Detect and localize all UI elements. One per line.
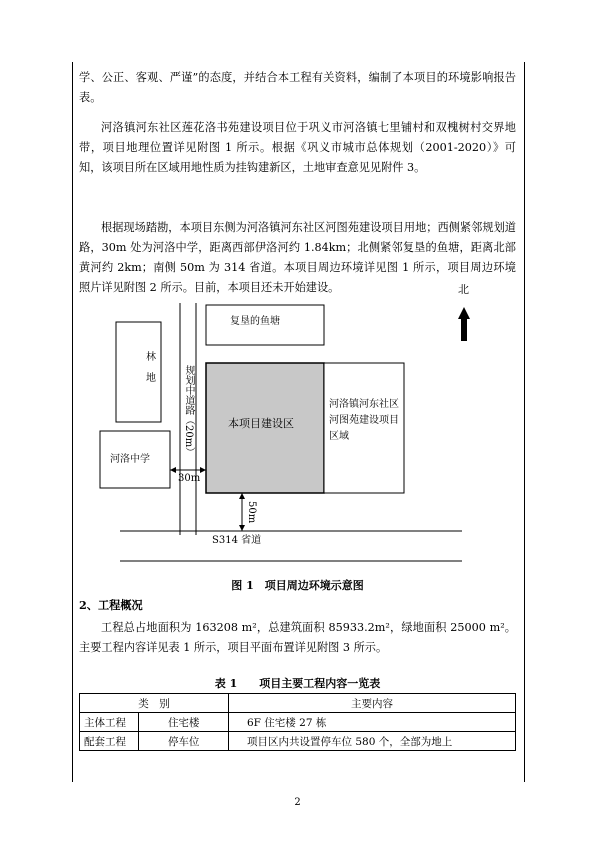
dim-south-arrow-bottom	[239, 525, 245, 531]
dim-west-arrow-left	[170, 467, 176, 473]
project-table	[79, 693, 516, 751]
page-number: 2	[294, 797, 301, 808]
paragraph-2: 河洛镇河东社区莲花洛书苑建设项目位于巩义市河洛镇七里铺村和双槐树村交界地带，项目地理位置详见附图 1 所示。根据《巩义市城市总体规划（2001-2020）》可知，该项目所在区域用地性质为挂钩建新区，土地审查意见见附件 3。	[79, 121, 516, 174]
site-figure	[72, 285, 523, 595]
table-cell: 6F 住宅楼 27 栋	[229, 713, 516, 732]
dim-south-arrow-top	[239, 493, 245, 499]
school-label: 河洛中学	[110, 454, 150, 465]
table-caption: 表 1 项目主要工程内容一览表	[214, 677, 381, 690]
table-header-category: 类 别	[80, 694, 229, 713]
dist-south-label: 50m	[246, 501, 257, 524]
north-arrow-icon	[458, 307, 470, 319]
dim-west-arrow-right	[200, 467, 206, 473]
road-label: 规划中道路（20m）	[183, 365, 194, 458]
fishpond-label: 复垦的鱼塘	[230, 316, 280, 327]
table-row	[80, 713, 516, 732]
site-diagram	[72, 285, 523, 595]
table-cell: 主体工程	[80, 713, 139, 732]
north-arrow-shaft	[461, 319, 467, 341]
table-cell: 配套工程	[80, 732, 139, 751]
project-label: 本项目建设区	[228, 417, 294, 430]
table-row	[80, 732, 516, 751]
table-header-content: 主要内容	[229, 694, 516, 713]
figure-caption: 图 1 项目周边环境示意图	[231, 579, 364, 592]
forest-label-2: 地	[146, 373, 156, 384]
paragraph-3: 根据现场踏勘，本项目东侧为河洛镇河东社区河图苑建设项目用地；西侧紧邻规划道路，30m 处为河洛中学，距离西部伊洛河约 1.84km；北侧紧邻复垦的鱼塘，距离北部黄河约 2km；南侧 50m 为 314 省道。本项目周边环境详见图 1 所示，项目周边环境照片详见附图 2 所示。目前，本项目还未开始建设。	[79, 221, 516, 294]
paragraph-1: 学、公正、客观、严谨”的态度，并结合本工程有关资料，编制了本项目的环境影响报告表。	[79, 71, 516, 104]
section-paragraph: 工程总占地面积为 163208 m²，总建筑面积 85933.2m²，绿地面积 25000 m²。主要工程内容详见表 1 所示，项目平面布置详见附图 3 所示。	[79, 621, 516, 654]
north-label: 北	[458, 283, 469, 296]
table-header-row	[80, 694, 516, 713]
table-cell: 项目区内共设置停车位 580 个，全部为地上	[229, 732, 516, 751]
forest-label-1: 林	[146, 352, 156, 363]
table-cell: 住宅楼	[139, 713, 229, 732]
dist-west-label: 30m	[178, 473, 201, 484]
neighbor-label: 河洛镇河东社区河图苑建设项目区域	[329, 399, 399, 442]
highway-label: S314 省道	[212, 535, 262, 546]
table-cell: 停车位	[139, 732, 229, 751]
section-title: 2、工程概况	[79, 598, 143, 612]
